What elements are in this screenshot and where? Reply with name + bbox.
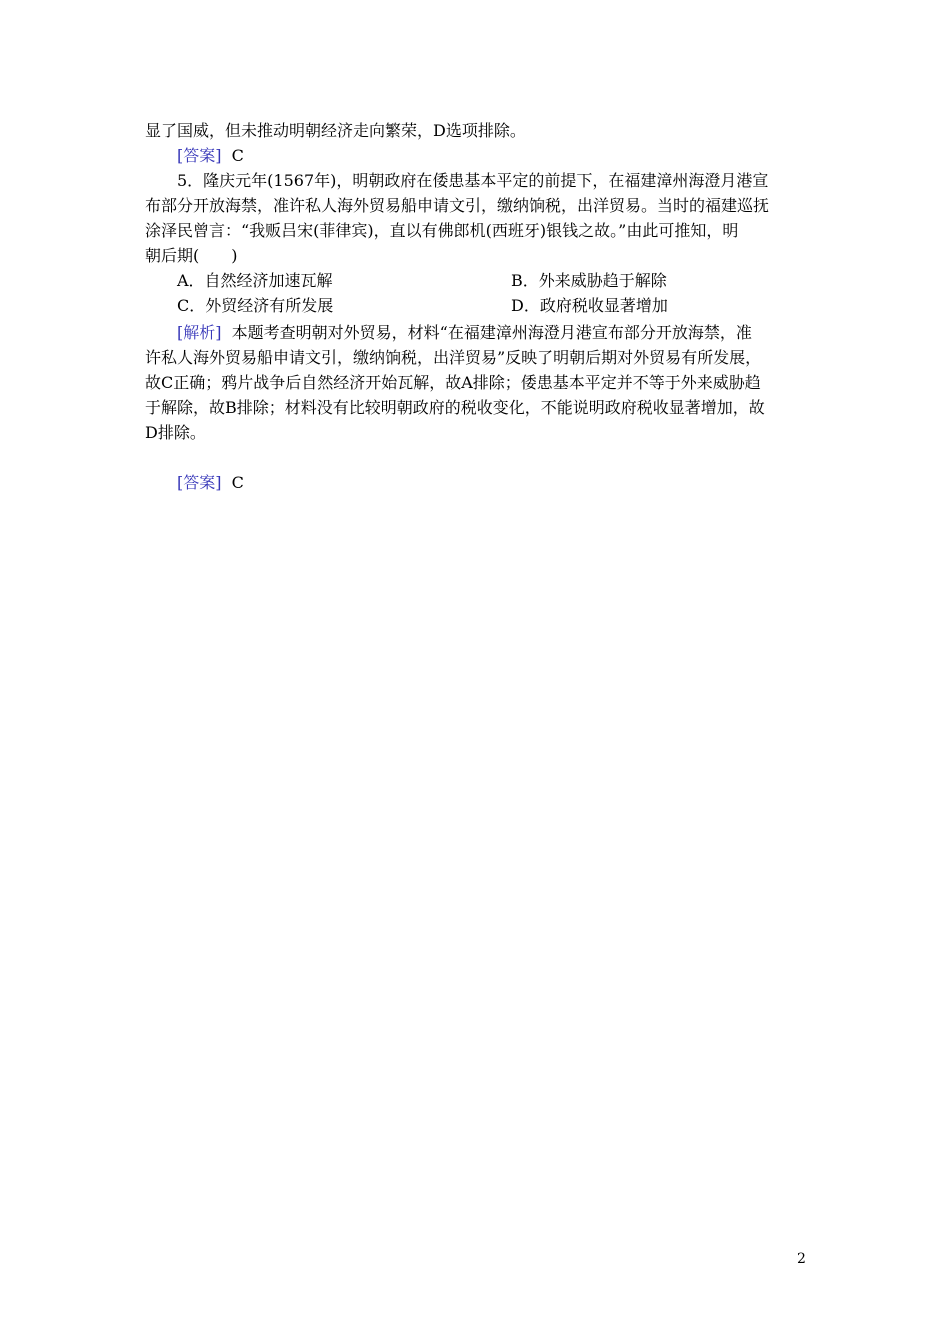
analysis-line-3: 故C正确；鸦片战争后自然经济开始瓦解，故A排除；倭患基本平定并不等于外来威胁趋 xyxy=(145,373,761,392)
answer-tag: [答案] xyxy=(177,473,222,492)
analysis-line-2: 许私人海外贸易船申请文引，缴纳饷税，出洋贸易”反映了明朝后期对外贸易有所发展， xyxy=(145,348,762,367)
analysis-line-5: D排除。 xyxy=(145,423,206,442)
answer-line xyxy=(145,470,811,495)
analysis-tag: [解析] xyxy=(177,323,222,342)
answer-value: C xyxy=(231,146,244,165)
option-b: B．外来威胁趋于解除 xyxy=(511,271,667,290)
analysis-first-text: 本题考查明朝对外贸易，材料“在福建漳州海澄月港宣布部分开放海禁，准 xyxy=(231,323,752,342)
answer-section xyxy=(145,470,811,495)
question-line-1: 5．隆庆元年(1567年)，明朝政府在倭患基本平定的前提下，在福建漳州海澄月港宣 xyxy=(177,171,769,190)
options-row-2 xyxy=(177,293,817,318)
options-row-1 xyxy=(177,268,817,293)
analysis-line-1 xyxy=(145,320,811,345)
option-d: D．政府税收显著增加 xyxy=(511,296,668,315)
previous-answer-line xyxy=(145,143,811,168)
analysis-line-4: 于解除，故B排除；材料没有比较明朝政府的税收变化，不能说明政府税收显著增加，故 xyxy=(145,398,765,417)
option-a: A．自然经济加速瓦解 xyxy=(177,271,333,290)
question-line-4: 朝后期( ) xyxy=(145,246,238,265)
analysis-section xyxy=(145,320,811,445)
question-line-3: 涂泽民曾言：“我贩吕宋(菲律宾)，直以有佛郎机(西班牙)银钱之故。”由此可推知，明 xyxy=(145,221,739,240)
page-number: 2 xyxy=(797,1251,806,1267)
answer-tag: [答案] xyxy=(177,146,222,165)
option-c: C．外贸经济有所发展 xyxy=(177,296,334,315)
answer-value: C xyxy=(231,473,244,492)
previous-explanation-tail xyxy=(145,118,811,168)
text-line: 显了国威，但未推动明朝经济走向繁荣，D选项排除。 xyxy=(145,121,526,140)
question-line-2: 布部分开放海禁，准许私人海外贸易船申请文引，缴纳饷税，出洋贸易。当时的福建巡抚 xyxy=(145,196,770,215)
question-5-stem xyxy=(145,168,811,268)
